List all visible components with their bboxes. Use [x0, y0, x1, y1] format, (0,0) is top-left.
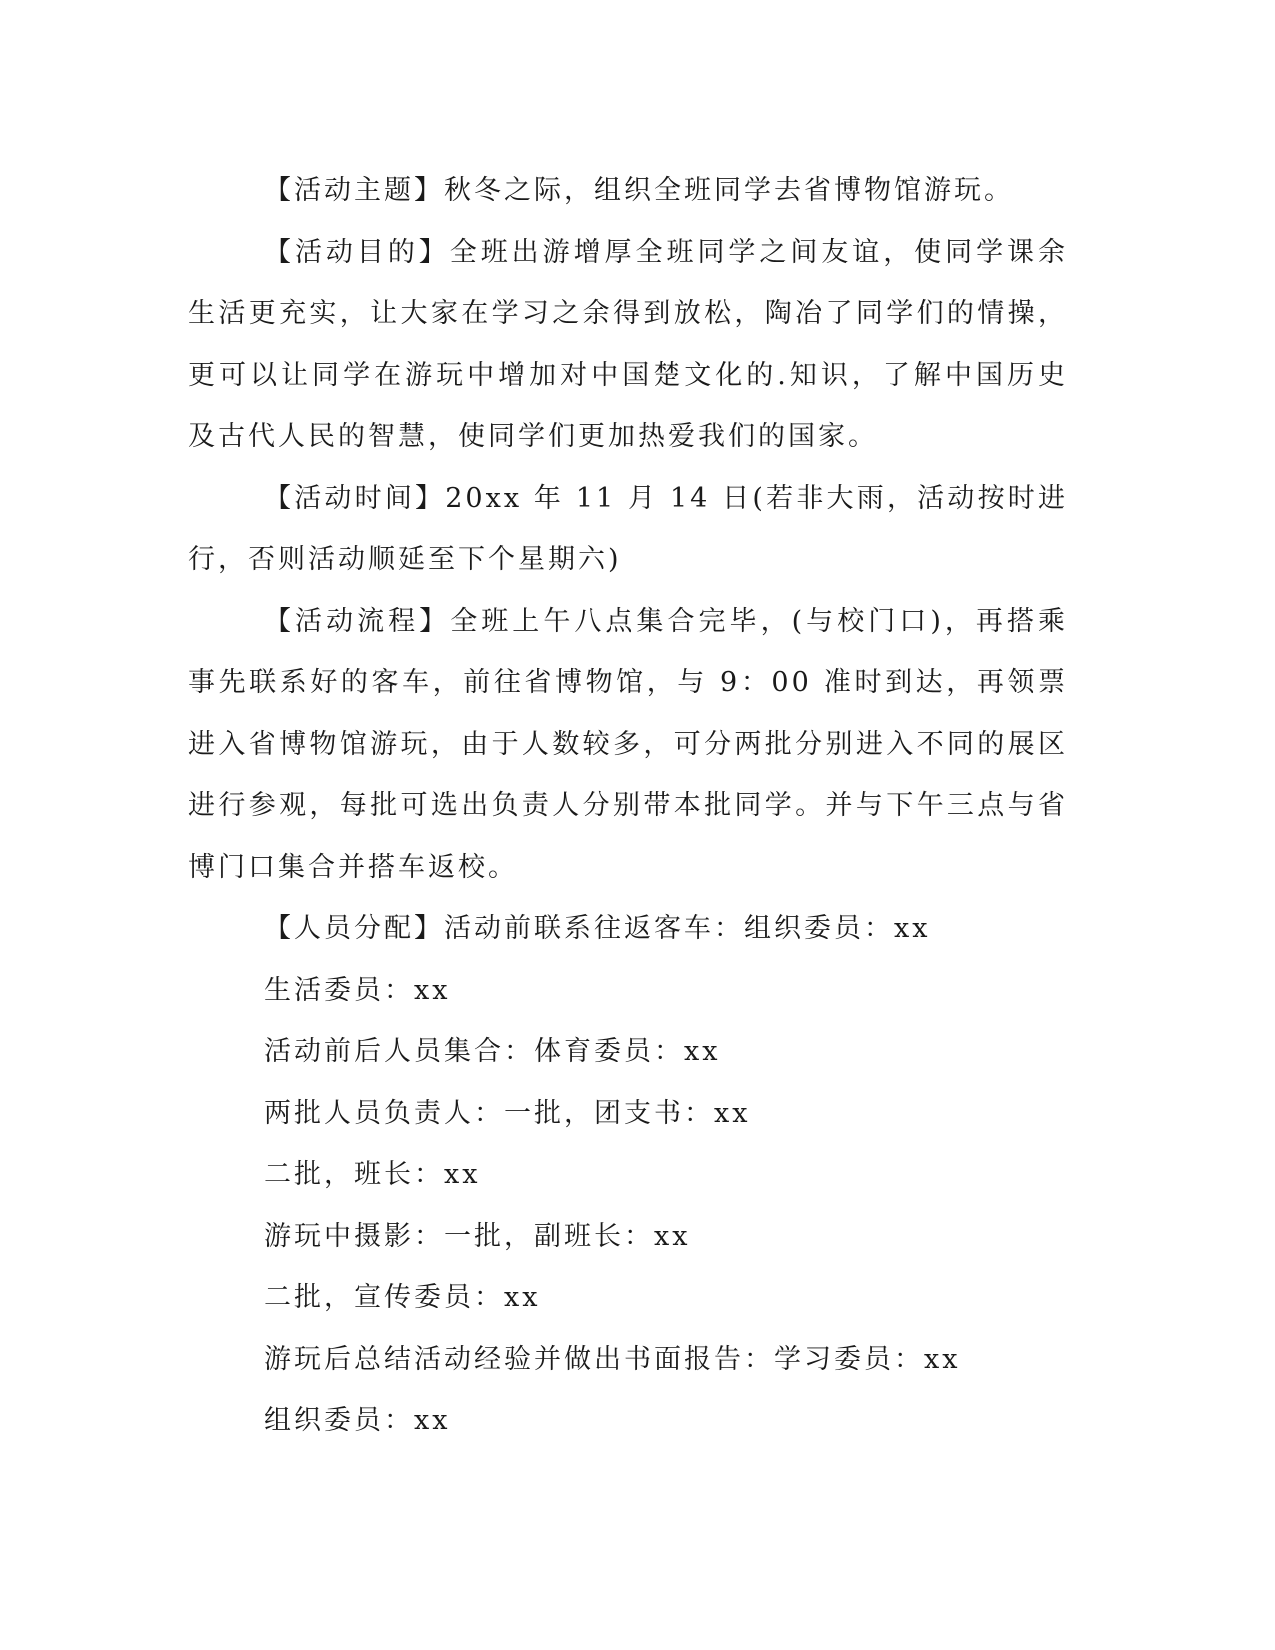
document-body	[188, 160, 1068, 1452]
assignment-line: 生活委员：xx	[264, 974, 451, 1006]
assignment-line: 两批人员负责人：一批，团支书：xx	[264, 1097, 751, 1129]
assignment-line: 组织委员：xx	[264, 1405, 451, 1436]
assignment-line: 活动前后人员集合：体育委员：xx	[264, 1036, 721, 1067]
paragraph-process: 【活动流程】全班上午八点集合完毕，(与校门口)，再搭乘事先联系好的客车，前往省博物馆，与 9：00 准时到达，再领票进入省博物馆游玩，由于人数较多，可分两批分别进入不同的展区进行参观，每批可选出负责人分别带本批同学。并与下午三点与省博门口集合并搭车返校。	[188, 605, 1068, 883]
assignment-line: 游玩后总结活动经验并做出书面报告：学习委员：xx	[264, 1343, 961, 1375]
paragraph-purpose: 【活动目的】全班出游增厚全班同学之间友谊，使同学课余生活更充实，让大家在学习之余得到放松，陶冶了同学们的情操，更可以让同学在游玩中增加对中国楚文化的.知识，了解中国历史及古代人民的智慧，使同学们更加热爱我们的国家。	[188, 236, 1068, 452]
paragraph-staffing: 【人员分配】活动前联系往返客车：组织委员：xx	[264, 913, 931, 944]
assignment-line: 二批，宣传委员：xx	[264, 1282, 541, 1313]
assignment-line: 二批，班长：xx	[264, 1159, 481, 1190]
paragraph-theme: 【活动主题】秋冬之际，组织全班同学去省博物馆游玩。	[264, 175, 1014, 206]
assignment-line: 游玩中摄影：一批，副班长：xx	[264, 1220, 691, 1252]
paragraph-time: 【活动时间】20xx 年 11 月 14 日(若非大雨，活动按时进行，否则活动顺延至下个星期六)	[188, 482, 1068, 575]
